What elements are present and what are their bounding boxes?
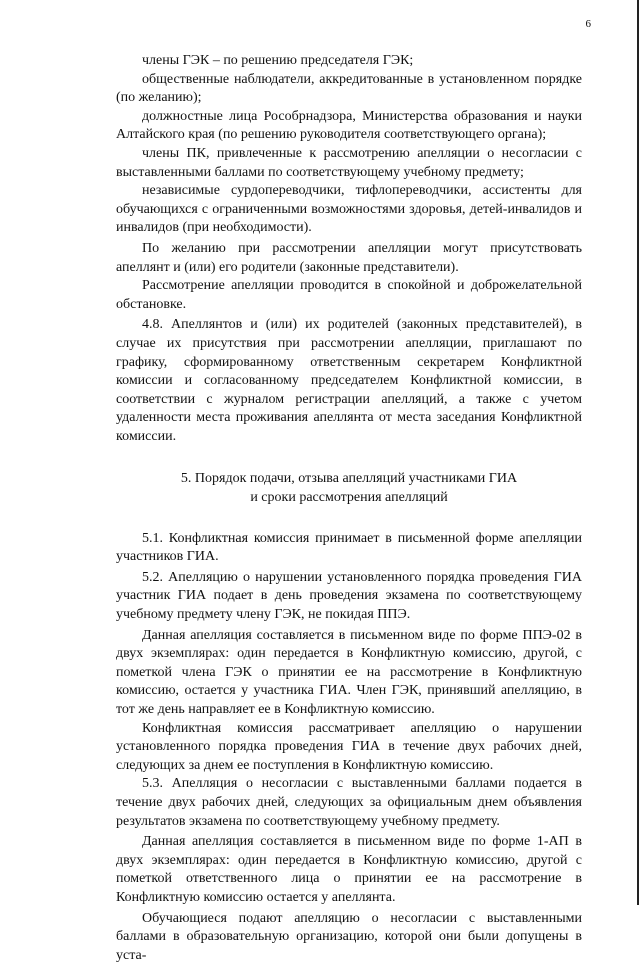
section-heading-line-2: и сроки рассмотрения апелляций (250, 490, 448, 506)
paragraph-public-observers: общественные наблюдатели, аккредитованные в установленном порядке (по желанию); (116, 71, 582, 106)
paragraph-5-2: 5.2. Апелляцию о нарушении установленного порядка проведения ГИА участник ГИА подает в день проведения экзамена по соответствующему учебному предмету члену ГЭК, не покидая ППЭ. (116, 569, 582, 623)
paragraph-pk-members: члены ПК, привлеченные к рассмотрению апелляции о несогласии с выставленными баллами по соответствующему учебному предмету; (116, 145, 582, 180)
section-heading-line-1: 5. Порядок подачи, отзыва апелляций участниками ГИА (180, 471, 518, 487)
paragraph-violation-review: Конфликтная комиссия рассматривает апелляцию о нарушении установленного порядка проведения ГИА в течение двух рабочих дней, следующих за днем ее поступления в Конфликтную комиссию. (116, 720, 582, 773)
paragraph-form-ppe-02: Данная апелляция составляется в письменном виде по форме ППЭ-02 в двух экземплярах: один передается в Конфликтную комиссию, другой, с пометкой члена ГЭК о принятии ее на рассмотрение в Конфликтную комиссию, остается у участника ГИА. Член ГЭК, принявший апелляцию, в тот же день направляет ее в Конфликтную комиссию. (116, 627, 582, 717)
paragraph-appellant-presence: По желанию при рассмотрении апелляции могут присутствовать апеллянт и (или) его родители (законные представители). (116, 240, 582, 275)
paragraph-calm-atmosphere: Рассмотрение апелляции проводится в спокойной и доброжелательной обстановке. (116, 278, 582, 312)
paragraph-5-3: 5.3. Апелляция о несогласии с выставленными баллами подается в течение двух рабочих дней, следующих за официальным днем объявления результатов экзамена по соответствующему учебному предмету. (116, 776, 582, 829)
paragraph-interpreters: независимые сурдопереводчики, тифлопереводчики, ассистенты для обучающихся с ограниченными возможностями здоровья, детей-инвалидов и инвалидов (при необходимости). (116, 183, 582, 236)
section-heading (116, 470, 582, 507)
paragraph-form-1-ap: Данная апелляция составляется в письменном виде по форме 1-АП в двух экземплярах: один передается в Конфликтную комиссию, другой с пометкой ответственного лица о принятии ее на рассмотрение в Конфликтную комиссию остается у апеллянта. (116, 834, 582, 905)
document-body (116, 52, 582, 965)
page-number: 6 (585, 18, 591, 30)
paragraph-officials: должностные лица Рособрнадзора, Министерства образования и науки Алтайского края (по решению руководителя соответствующего органа); (116, 108, 582, 143)
paragraph-students-submit: Обучающиеся подают апелляцию о несогласии с выставленными баллами в образовательную организацию, которой они были допущены в уста- (116, 910, 582, 963)
paragraph-5-1: 5.1. Конфликтная комиссия принимает в письменной форме апелляции участников ГИА. (116, 530, 582, 565)
paragraph-gek-members: члены ГЭК – по решению председателя ГЭК; (142, 53, 414, 68)
paragraph-4-8: 4.8. Апеллянтов и (или) их родителей (законных представителей), в случае их присутствия при рассмотрении апелляции, приглашают по графику, сформированному ответственным секретарем Конфликтной комиссии и согласованному председателем Конфликтной комиссии, в соответствии с журналом регистрации апелляций, а также с учетом удаленности места проживания апеллянта от места заседания Конфликтной комиссии. (116, 317, 582, 444)
